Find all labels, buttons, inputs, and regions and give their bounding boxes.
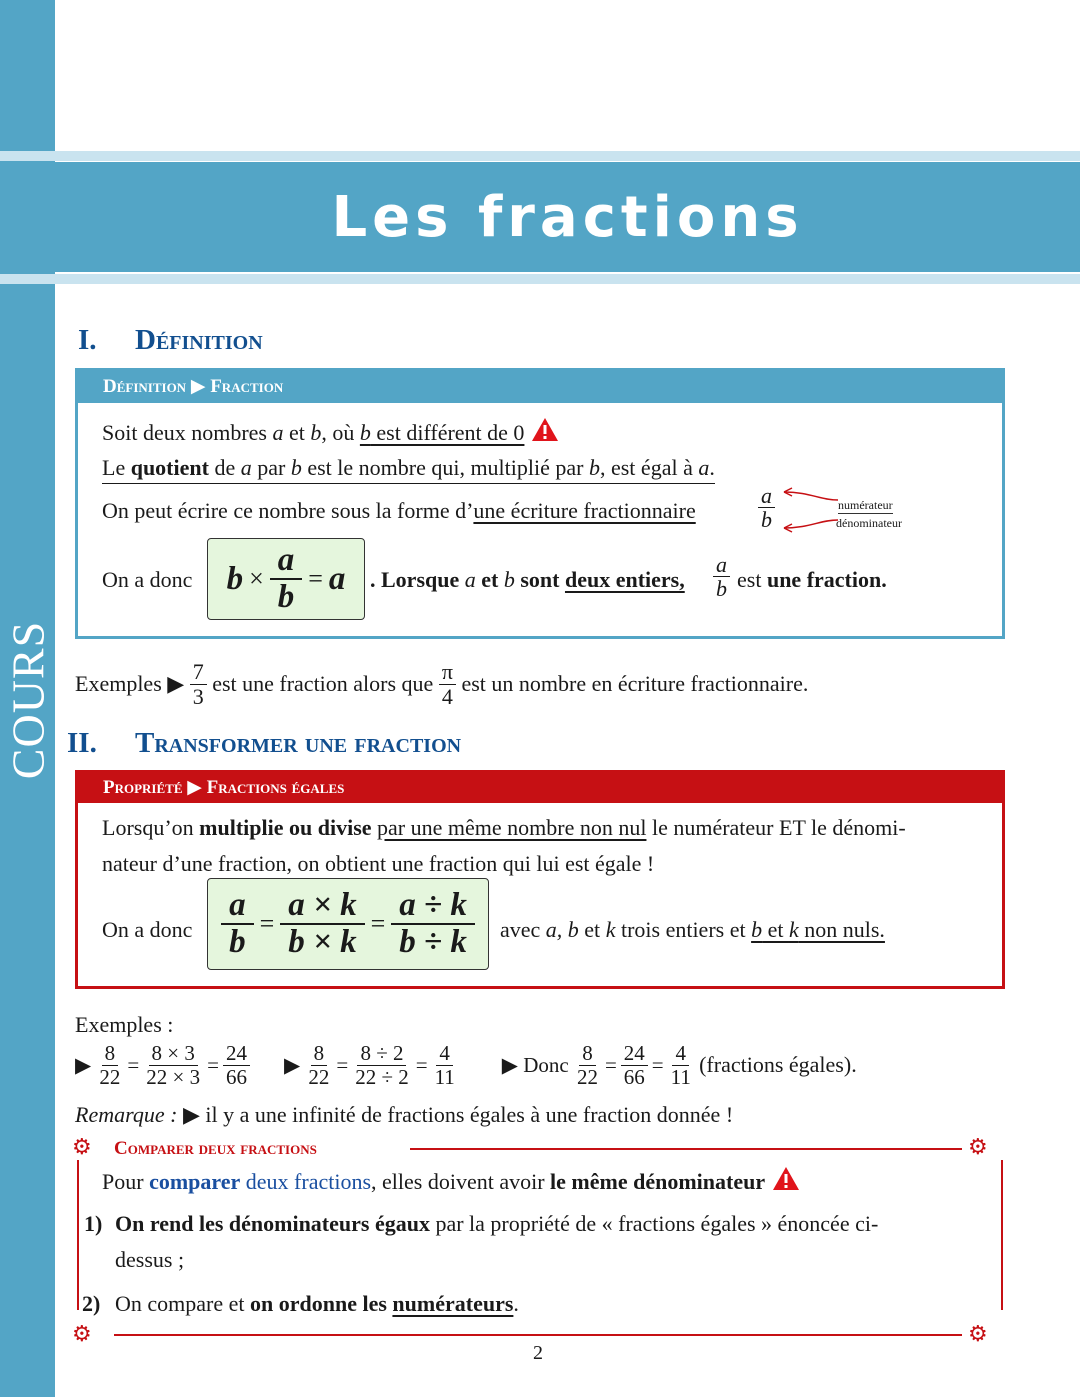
annotation-arrows <box>780 486 840 534</box>
property-line-2: nateur d’une fraction, on obtient une fraction qui lui est égale ! <box>102 851 655 876</box>
section-2-title: Transformer une fraction <box>135 727 462 759</box>
warning-icon <box>771 1165 801 1192</box>
sidebar-label: COURS <box>2 620 53 780</box>
gear-icon-right: ⚙ <box>968 1135 988 1160</box>
definition-line-3: On peut écrire ce nombre sous la forme d’une écriture fractionnaire <box>102 498 696 523</box>
page-title: Les fractions <box>331 184 804 250</box>
step-2-number: 2) <box>82 1291 101 1316</box>
property-line-3-label: On a donc <box>102 917 193 942</box>
examples-1: Exemples ▶ $\frac{7}{3}$ est une fraction alors que $\frac{\pi}{4}$ est un nombre en écriture fractionnaire. <box>75 659 809 709</box>
definition-line-4-label: On a donc <box>102 567 193 592</box>
section-1-title: Définition <box>135 324 263 356</box>
gear-icon-bottom-right: ⚙ <box>968 1322 988 1347</box>
title-line-top <box>0 151 1080 161</box>
fraction-a-over-b-2: $\frac{a}{b}$ <box>713 553 730 600</box>
step-1-line-2: dessus ; <box>115 1247 185 1272</box>
section-1-number: I. <box>78 324 97 356</box>
property-box-header: Propriété ▶ Fractions égales <box>78 773 1002 803</box>
step-1-line-1: On rend les dénominateurs égaux par la propriété de « fractions égales » énoncée ci- <box>115 1211 879 1236</box>
property-line-1: Lorsqu’on multiplie ou divise par une même nombre non nul le numérateur ET le dénomi- <box>102 815 906 840</box>
denominator-label: dénominateur <box>836 516 902 530</box>
compare-rule-right <box>1001 1160 1003 1310</box>
definition-line-2: Le quotient de a par b est le nombre qui, multiplié par b, est égal à a. <box>102 453 715 484</box>
fraction-a-over-b: $\frac{a}{b}$ <box>758 484 775 531</box>
formula-box-2: $\frac{a}{b}$ = $\frac{a \times k}{b \times k}$ = $\frac{a \div k}{b \div k}$ <box>207 878 489 970</box>
definition-line-1: Soit deux nombres a et b, où b est différent de 0 <box>102 416 560 448</box>
compare-title: Comparer deux fractions <box>114 1138 317 1159</box>
step-1-number: 1) <box>84 1211 103 1236</box>
gear-icon-bottom: ⚙ <box>72 1322 92 1347</box>
gear-icon: ⚙ <box>72 1135 92 1160</box>
warning-icon <box>530 416 560 443</box>
examples-2-row: ▶ $\frac{8}{22}$ = $\frac{8 \times 3}{22 \times 3}$ = $\frac{24}{66}$ ▶ $\frac{8}{22}$ = $\frac{8 \div 2}{22 \div 2}$ = $\frac{4}{11}$ ▶ Donc $\frac{8}{22}$ = $\frac{24}{66}$ = $\frac{4}{11}$ (fractions égales). <box>75 1041 857 1089</box>
definition-line-4-end: est une fraction. <box>737 567 887 592</box>
formula-box-1: b × $\frac{a}{b}$ = a <box>207 538 365 620</box>
step-2-line: On compare et on ordonne les numérateurs. <box>115 1291 519 1316</box>
examples-2-label: Exemples : <box>75 1012 174 1037</box>
compare-rule-bottom <box>114 1334 962 1336</box>
compare-intro: Pour comparer deux fractions, elles doivent avoir le même dénominateur <box>102 1165 801 1197</box>
section-2-number: II. <box>67 727 97 759</box>
numerator-label: numérateur <box>838 498 893 512</box>
page-number: 2 <box>533 1342 543 1364</box>
remark: Remarque : ▶ il y a une infinité de fractions égales à une fraction donnée ! <box>75 1102 734 1127</box>
property-line-3: avec a, b et k trois entiers et b et k non nuls. <box>500 917 885 942</box>
definition-box-header: Définition ▶ Fraction <box>78 371 1002 403</box>
title-line-bottom <box>0 274 1080 284</box>
definition-line-4: . Lorsque a et b sont deux entiers, <box>370 567 685 592</box>
compare-rule-left <box>77 1160 79 1310</box>
compare-rule-top <box>410 1148 962 1150</box>
